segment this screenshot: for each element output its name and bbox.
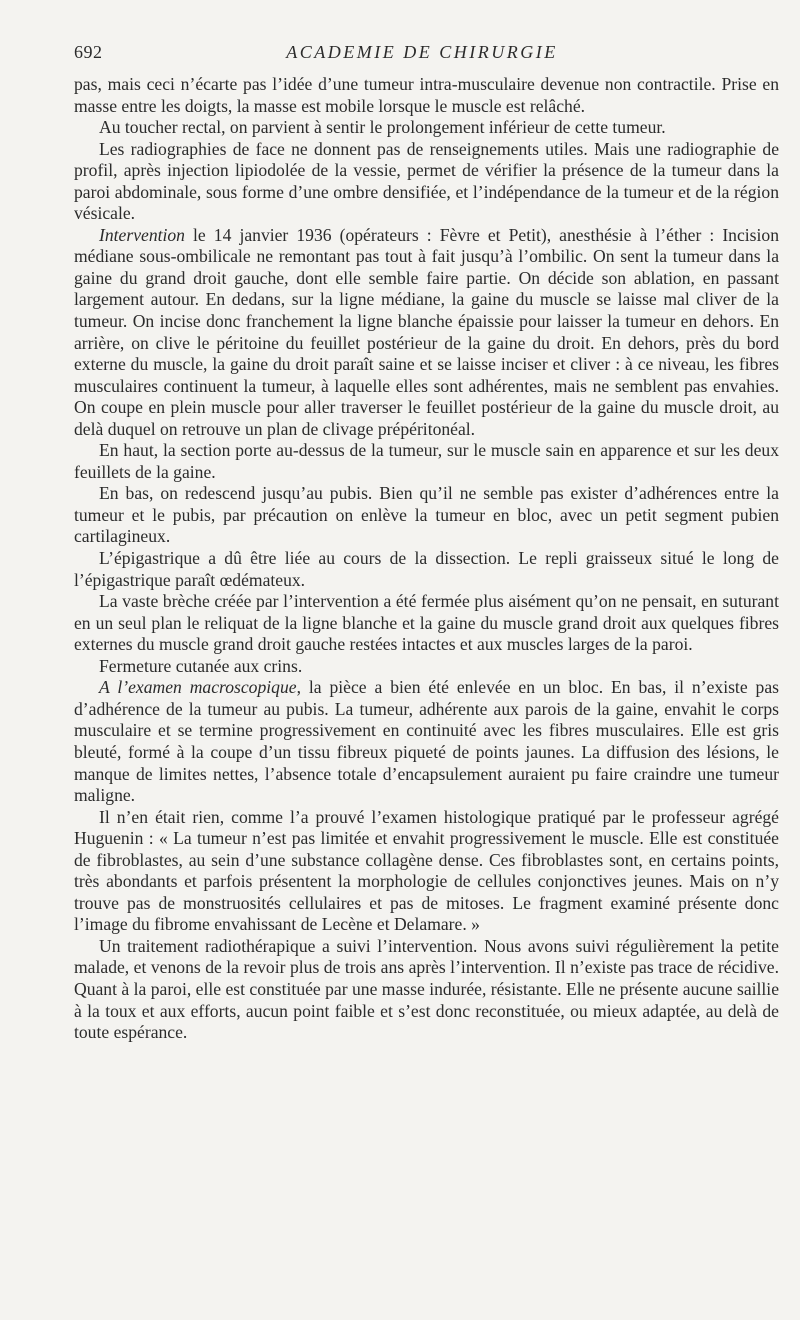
- paragraph-text: En haut, la section porte au-dessus de la tumeur, sur le muscle sain en apparence et sur les deux feuillets de la gaine.: [74, 440, 779, 482]
- paragraph-histology: [74, 807, 779, 936]
- paragraph-text: Un traitement radiothérapique a suivi l’intervention. Nous avons suivi régulièrement la petite malade, et venons de la revoir plus de trois ans après l’intervention. Il n’existe pas trace de récidive. Quant à la paroi, elle est constituée par une masse indurée, résistante. Elle ne présente aucune saillie à la toux et aux efforts, aucun point faible et s’est donc reconstituée, ou mieux adaptée, au delà de toute espérance.: [74, 935, 779, 1043]
- paragraph-lead: Intervention: [99, 224, 185, 245]
- paragraph-rectal-exam: [74, 117, 779, 139]
- paragraph-follow-up: [74, 936, 779, 1044]
- paragraph-radiographs: [74, 139, 779, 225]
- paragraph-text: La vaste brèche créée par l’intervention a été fermée plus aisément qu’on ne pensait, en suturant en un seul plan le reliquat de la ligne blanche et la gaine du muscle grand droit aux quelques fibres externes du muscle grand droit gauche restées intactes et aux muscles larges de la paroi.: [74, 591, 779, 655]
- paragraph-text: L’épigastrique a dû être liée au cours de la dissection. Le repli graisseux situé le long de l’épigastrique paraît œdémateux.: [74, 548, 779, 590]
- body-text: [74, 74, 779, 1044]
- paragraph-skin-closure: [74, 656, 779, 678]
- paragraph-text: En bas, on redescend jusqu’au pubis. Bien qu’il ne semble pas exister d’adhérences entre la tumeur et le pubis, par précaution on enlève la tumeur en bloc, avec un petit segment pubien cartilagineux.: [74, 483, 779, 547]
- running-head: ACADEMIE DE CHIRURGIE: [286, 42, 558, 62]
- paragraph-intervention: [74, 225, 779, 440]
- page-header: [74, 42, 770, 68]
- paragraph-text: Fermeture cutanée aux crins.: [99, 655, 303, 676]
- paragraph-upper-section: [74, 440, 779, 483]
- paragraph-text: Les radiographies de face ne donnent pas de renseignements utiles. Mais une radiographie de profil, après injection lipiodolée de la vessie, permet de vérifier la présence de la tumeur dans la paroi abdominale, sous forme d’une ombre densifiée, et l’indépendance de la tumeur et de la région vésicale.: [74, 138, 779, 224]
- paragraph-macroscopic: [74, 677, 779, 806]
- paragraph-text: Il n’en était rien, comme l’a prouvé l’examen histologique pratiqué par le professeur agrégé Huguenin : « La tumeur n’est pas limitée et envahit progressivement le muscle. Elle est constituée de fibroblastes, au sein d’une substance collagène dense. Ces fibroblastes sont, en certains points, très abondants et parfois présentent la morphologie de cellules conjonctives jeunes. Mais on n’y trouve pas de monstruosités cellulaires et pas de mitoses. Le fragment examiné présente donc l’image du fibrome envahissant de Lecène et Delamare. »: [74, 806, 779, 935]
- paragraph-lead: A l’examen macroscopique: [99, 677, 297, 698]
- paragraph-text: le 14 janvier 1936 (opérateurs : Fèvre et Petit), anesthésie à l’éther : Incision médiane sous-ombilicale ne remontant pas tout à fait jusqu’à l’ombilic. On sent la tumeur dans la gaine du grand droit gauche, dont elle semble faire partie. On décide son ablation, en passant largement autour. En dedans, sur la ligne médiane, la gaine du muscle se laisse mal cliver de la tumeur. On incise donc franchement la ligne blanche épaissie pour laisser la tumeur en dehors. En arrière, on clive le péritoine du feuillet postérieur de la gaine du droit. En dehors, près du bord externe du muscle, la gaine du droit paraît saine et se laisse inciser et cliver : à ce niveau, les fibres musculaires continuent la tumeur, à laquelle elles sont adhérentes, mais ne semblent pas envahies. On coupe en plein muscle pour aller traverser le feuillet postérieur de la gaine du muscle droit, au delà duquel on retrouve un plan de clivage prépéritonéal.: [74, 224, 779, 439]
- paragraph-pubis: [74, 483, 779, 548]
- page-number: 692: [74, 42, 103, 62]
- paragraph-text: Au toucher rectal, on parvient à sentir le prolongement inférieur de cette tumeur.: [99, 117, 666, 138]
- paragraph-text: , la pièce a bien été enlevée en un bloc. En bas, il n’existe pas d’adhérence de la tumeur au pubis. La tumeur, adhérente aux parois de la gaine, envahit le corps musculaire et se termine progressivement en continuité avec les fibres musculaires. Elle est gris bleuté, formé à la coupe d’un tissu fibreux piqueté de points jaunes. La diffusion des lésions, le manque de limites nettes, l’absence totale d’encapsulement auraient pu faire craindre une tumeur maligne.: [74, 677, 779, 806]
- paragraph-text: pas, mais ceci n’écarte pas l’idée d’une tumeur intra-musculaire devenue non contractile. Prise en masse entre les doigts, la masse est mobile lorsque le muscle est relâché.: [74, 74, 779, 116]
- paragraph-continuation: [74, 74, 779, 117]
- paragraph-closure: [74, 591, 779, 656]
- paragraph-epigastric: [74, 548, 779, 591]
